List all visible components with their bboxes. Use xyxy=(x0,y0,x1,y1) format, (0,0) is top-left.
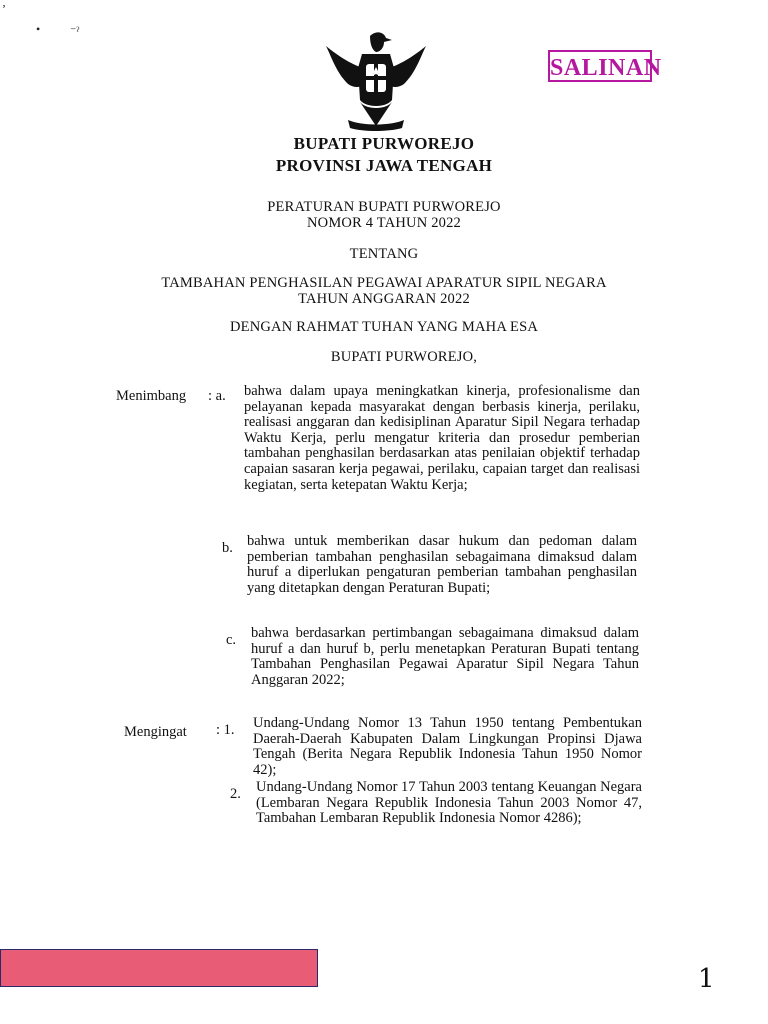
menimbang-marker-b: b. xyxy=(222,540,233,556)
menimbang-item-a: bahwa dalam upaya meningkatkan kinerja, profesionalisme dan pelayanan kepada masyarakat dengan berbasis kinerja, perilaku, realisasi anggaran dan kedisiplinan Aparatur Sipil Negara terhadap Waktu Kerja, perlu mengatur kriteria dan prosedur pemberian tambahan penghasilan berdasarkan atas penilaian objektif terhadap capaian sasaran kerja pegawai, perilaku, capaian target dan realisasi kegiatan, serta ketepatan Waktu Kerja; xyxy=(244,383,640,493)
bupati-heading: BUPATI PURWOREJO, xyxy=(330,349,478,365)
regulation-title: PERATURAN BUPATI PURWOREJO xyxy=(267,199,501,215)
page-mark: 1 xyxy=(698,964,715,994)
mengingat-marker-2: 2. xyxy=(230,786,241,802)
regulation-tentang: TENTANG xyxy=(349,246,419,262)
scan-speck: • xyxy=(36,22,41,36)
redaction-bar xyxy=(0,949,318,987)
mengingat-item-1: Undang-Undang Nomor 13 Tahun 1950 tentang Pembentukan Daerah-Daerah Kabupaten Dalam Lingkungan Propinsi Djawa Tengah (Berita Negara Republik Indonesia Tahun 1950 Nomor 42); xyxy=(253,715,642,778)
header-line-2: PROVINSI JAWA TENGAH xyxy=(275,156,493,175)
scan-speck: ⁻ˀ xyxy=(70,24,80,38)
scan-speck: ʼ xyxy=(2,2,6,16)
header-line-1: BUPATI PURWOREJO xyxy=(293,134,475,153)
menimbang-marker-c: c. xyxy=(226,632,237,648)
regulation-subject-line-2: TAHUN ANGGARAN 2022 xyxy=(298,291,470,307)
mengingat-label: Mengingat xyxy=(124,724,187,740)
menimbang-item-b: bahwa untuk memberikan dasar hukum dan pedoman dalam pemberian tambahan penghasilan sebagaimana dimaksud dalam huruf a diperlukan pengaturan pemberian tambahan penghasilan yang ditetapkan dengan Peraturan Bupati; xyxy=(247,533,637,596)
menimbang-marker-a: : a. xyxy=(208,388,226,404)
mengingat-item-2: Undang-Undang Nomor 17 Tahun 2003 tentang Keuangan Negara (Lembaran Negara Republik Indonesia Tahun 2003 Nomor 47, Tambahan Lembaran Republik Indonesia Nomor 4286); xyxy=(256,779,642,827)
rahmat-line: DENGAN RAHMAT TUHAN YANG MAHA ESA xyxy=(229,319,539,335)
menimbang-item-c: bahwa berdasarkan pertimbangan sebagaimana dimaksud dalam huruf a dan huruf b, perlu menetapkan Peraturan Bupati tentang Tambahan Penghasilan Pegawai Aparatur Sipil Negara Tahun Anggaran 2022; xyxy=(251,625,639,688)
regulation-number: NOMOR 4 TAHUN 2022 xyxy=(306,215,462,231)
salinan-stamp: SALINAN xyxy=(548,50,652,82)
regulation-subject-line-1: TAMBAHAN PENGHASILAN PEGAWAI APARATUR SIPIL NEGARA xyxy=(161,275,607,291)
menimbang-label: Menimbang xyxy=(116,388,187,404)
garuda-emblem-icon xyxy=(318,28,434,136)
mengingat-marker-1: : 1. xyxy=(216,722,235,738)
